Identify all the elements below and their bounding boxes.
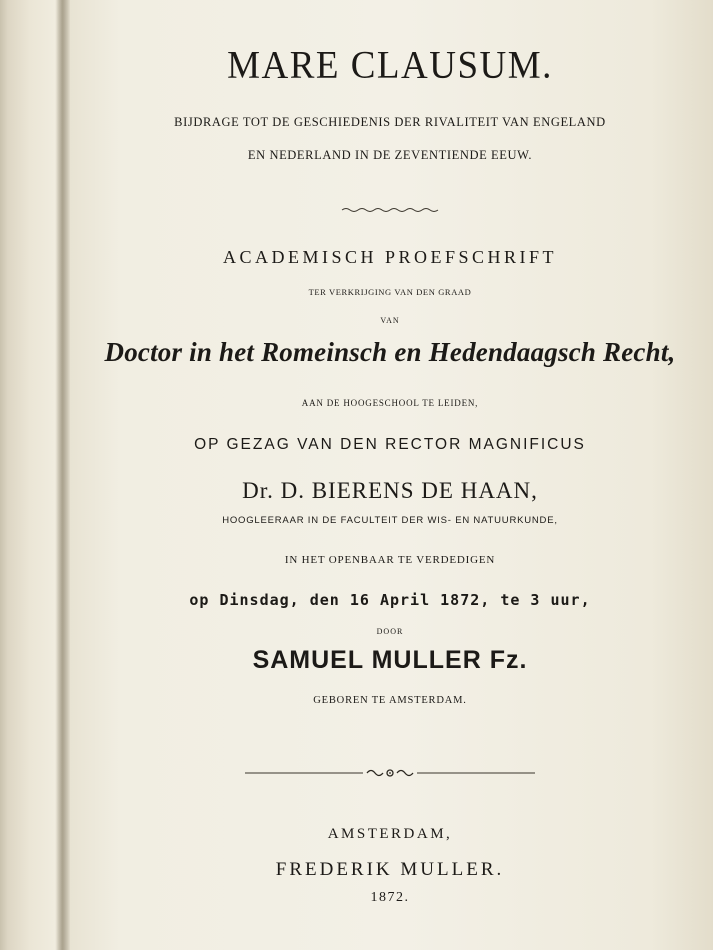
floral-rule-ornament	[70, 767, 710, 779]
author-name: SAMUEL MULLER Fz.	[252, 646, 528, 674]
authority-line: OP GEZAG VAN DEN RECTOR MAGNIFICUS	[194, 436, 586, 453]
subtitle-line-2: EN NEDERLAND IN DE ZEVENTIENDE EEUW.	[247, 148, 533, 162]
book-spine-shadow	[56, 0, 70, 950]
subtitle-line-1: BIJDRAGE TOT DE GESCHIEDENIS DER RIVALITEIT VAN ENGELAND	[174, 115, 606, 129]
title-page	[70, 0, 713, 950]
rector-name: Dr. D. BIERENS DE HAAN,	[242, 478, 538, 503]
rector-title: HOOGLEERAAR IN DE FACULTEIT DER WIS- EN NATUURKUNDE,	[222, 515, 558, 526]
defense-line: IN HET OPENBAAR TE VERDEDIGEN	[284, 554, 496, 566]
van-line: VAN	[380, 316, 400, 325]
publication-year: 1872.	[370, 890, 410, 905]
book-title: MARE CLAUSUM.	[227, 43, 553, 88]
by-line: DOOR	[376, 627, 404, 636]
purpose-line: TER VERKRIJGING VAN DEN GRAAD	[308, 287, 472, 297]
birthplace-line: GEBOREN TE AMSTERDAM.	[313, 695, 467, 706]
publisher-name: FREDERIK MULLER.	[275, 859, 505, 880]
defense-date: op Dinsdag, den 16 April 1872, te 3 uur,	[189, 591, 591, 609]
degree-title: Doctor in het Romeinsch en Hedendaagsch Recht,	[104, 337, 676, 367]
wavy-rule-ornament	[70, 206, 710, 214]
publication-city: AMSTERDAM,	[327, 826, 453, 842]
thesis-type: ACADEMISCH PROEFSCHRIFT	[222, 247, 558, 267]
institution-line: AAN DE HOOGESCHOOL TE LEIDEN,	[301, 398, 479, 408]
